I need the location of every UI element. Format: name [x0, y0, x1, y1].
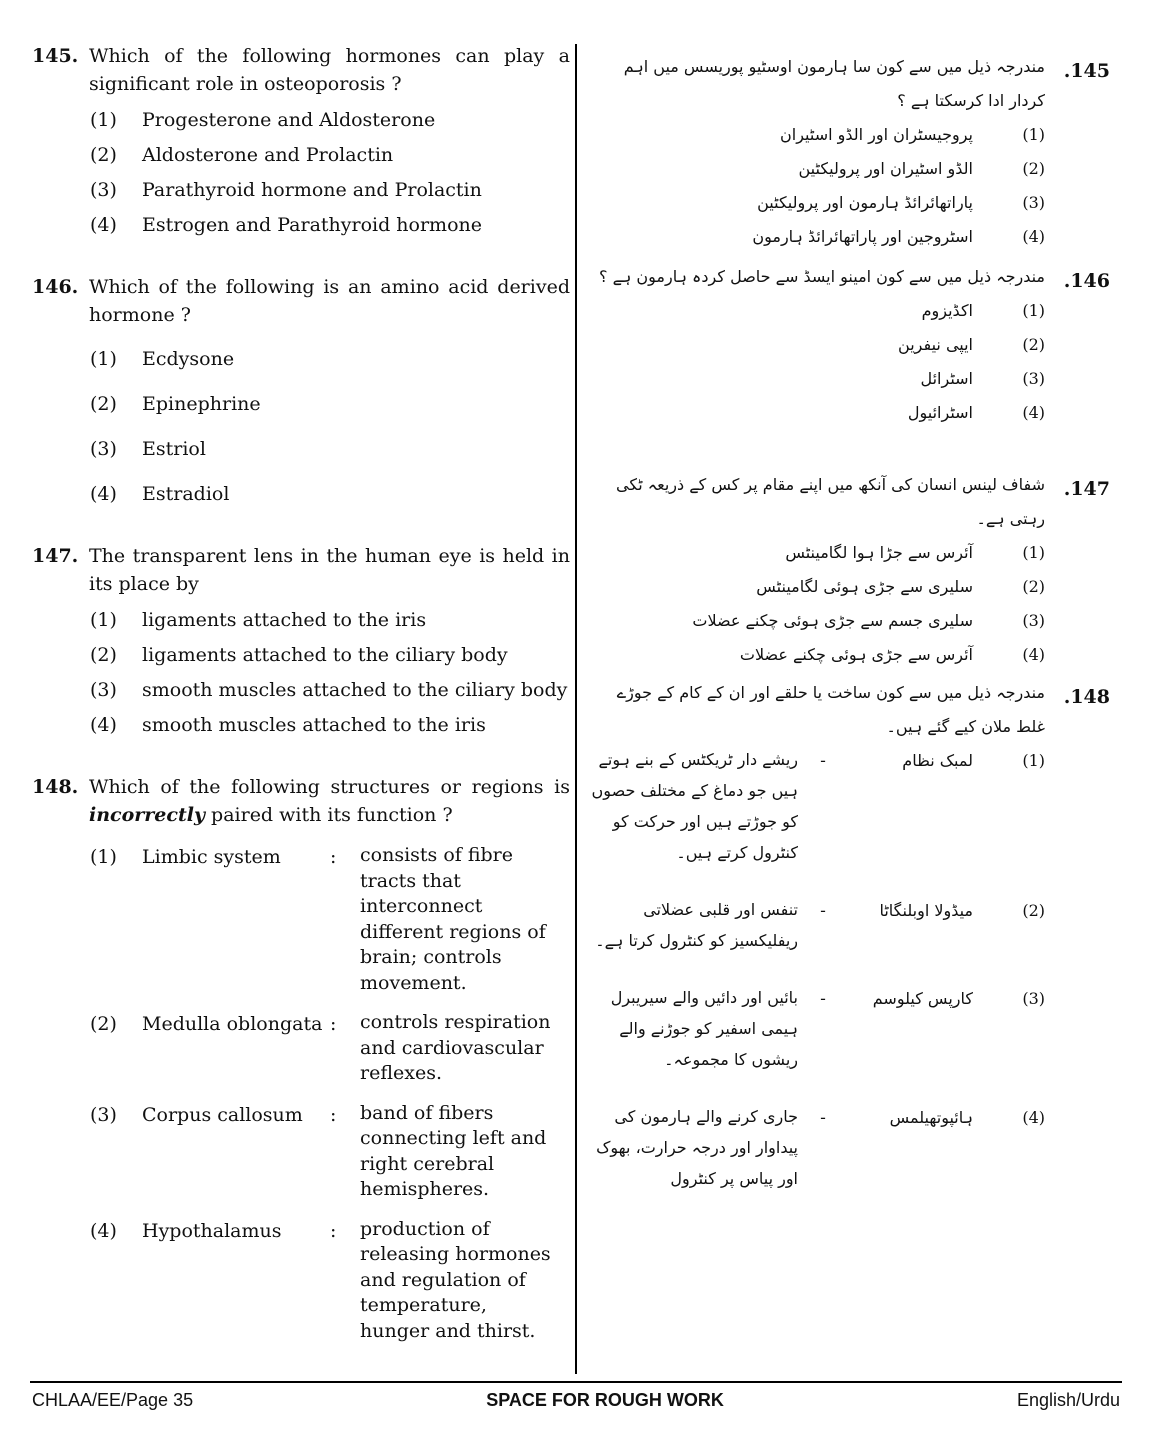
- urdu-question-146: [585, 260, 1120, 468]
- option: (3) سلیری جسم سے جڑی ہوئی چکنے عضلات: [692, 611, 1045, 630]
- pair-option: (1) لمبک نظام - ریشے دار ٹریکٹس کے بنے ہوتے ہیں جو دماغ کے مختلف حصوں کو جوڑتے ہیں اور حرکت کو کنٹرول کرتے ہیں۔: [591, 750, 1045, 862]
- pair-option: (3) کارپس کیلوسم - بائیں اور دائیں والے سیریبرل ہیمی اسفیر کو جوڑنے والے ریشوں کا مجموعہ۔: [610, 988, 1045, 1069]
- option: (2) الڈو اسٹیران اور پرولیکٹین: [798, 159, 1045, 178]
- english-column: [32, 42, 570, 1378]
- option: (2) Epinephrine: [90, 393, 261, 415]
- question-text: مندرجہ ذیل میں سے کون امینو ایسڈ سے حاصل کردہ ہارمون ہے ؟: [598, 267, 1045, 286]
- option: (1) ligaments attached to the iris: [90, 609, 427, 631]
- option: (2) سلیری سے جڑی ہوئی لگامینٹس: [756, 577, 1045, 596]
- page-footer: [32, 1390, 1120, 1411]
- question-number: .148: [1063, 686, 1110, 708]
- option: (1) اکڈیزوم: [921, 301, 1045, 320]
- question-text: مندرجہ ذیل میں سے کون ساخت یا حلقے اور ان کے کام کے جوڑے غلط ملان کیے گئے ہیں۔: [616, 683, 1045, 736]
- question-147: [32, 542, 570, 739]
- footer-rule: [30, 1381, 1122, 1383]
- option: (4) smooth muscles attached to the iris: [90, 714, 486, 736]
- question-number: 145.: [32, 45, 79, 67]
- question-text: Which of the following hormones can play a significant role in osteoporosis ?: [89, 45, 570, 95]
- urdu-question-148: [585, 676, 1120, 1194]
- language-label: English/Urdu: [1016, 1390, 1120, 1410]
- pair-option: (3) Corpus callosum : band of fibers connecting left and right cerebral hemispheres.: [90, 1101, 547, 1200]
- question-148: [32, 773, 570, 1344]
- option: (4) آئرس سے جڑی ہوئی چکنے عضلات: [739, 645, 1045, 664]
- option: (3) اسٹرائل: [920, 369, 1045, 388]
- option: (1) Progesterone and Aldosterone: [90, 109, 436, 131]
- option: (4) Estrogen and Parathyroid hormone: [90, 214, 482, 236]
- option: (4) Estradiol: [90, 483, 230, 505]
- page-code: CHLAA/EE/Page 35: [32, 1390, 194, 1410]
- option: (2) ligaments attached to the ciliary body: [90, 644, 508, 666]
- option: (3) smooth muscles attached to the ciliary body: [90, 679, 568, 701]
- question-text: The transparent lens in the human eye is held in its place by: [89, 545, 570, 595]
- option: (2) Aldosterone and Prolactin: [90, 144, 394, 166]
- question-number: 148.: [32, 776, 79, 798]
- question-number: .147: [1063, 478, 1110, 500]
- question-number: .145: [1063, 60, 1110, 82]
- question-text: مندرجہ ذیل میں سے کون سا ہارمون اوسٹیو پوریسس میں اہم کردار ادا کرسکتا ہے ؟: [623, 57, 1045, 110]
- pair-option: (2) Medulla oblongata : controls respiration and cardiovascular reflexes.: [90, 1011, 551, 1084]
- option: (4) اسٹرائیول: [907, 403, 1045, 422]
- option: (1) پروجیسٹران اور الڈو اسٹیران: [780, 125, 1045, 144]
- question-number: 147.: [32, 545, 79, 567]
- urdu-question-145: [585, 50, 1120, 260]
- question-text: Which of the following structures or regions is incorrectly paired with its function ?: [89, 776, 570, 826]
- question-146: [32, 273, 570, 508]
- option: (1) Ecdysone: [90, 348, 235, 370]
- option: (1) آئرس سے جڑا ہوا لگامینٹس: [785, 543, 1045, 562]
- option: (3) Parathyroid hormone and Prolactin: [90, 179, 482, 201]
- question-text: شفاف لینس انسان کی آنکھ میں اپنے مقام پر کس کے ذریعہ ٹکی رہتی ہے۔: [616, 475, 1045, 528]
- question-text: Which of the following is an amino acid derived hormone ?: [89, 276, 570, 326]
- question-number: .146: [1063, 270, 1110, 292]
- column-divider: [575, 44, 577, 1374]
- option: (2) ایپی نیفرین: [898, 335, 1045, 354]
- rough-work-label: SPACE FOR ROUGH WORK: [486, 1390, 724, 1410]
- option: (4) اسٹروجین اور پاراتھائرائڈ ہارمون: [752, 227, 1045, 246]
- option: (3) Estriol: [90, 438, 206, 460]
- question-145: [32, 42, 570, 239]
- option: (3) پاراتھائرائڈ ہارمون اور پرولیکٹین: [757, 193, 1045, 212]
- question-number: 146.: [32, 276, 79, 298]
- urdu-question-147: [585, 468, 1120, 676]
- pair-option: (4) ہائپوتھیلمس - جاری کرنے والے ہارمون کی پیداوار اور درجہ حرارت، بھوک اور پیاس پر کنٹرول: [596, 1107, 1045, 1188]
- pair-option: (4) Hypothalamus : production of releasing hormones and regulation of temperature, hunger and thirst.: [90, 1217, 551, 1342]
- urdu-column: [585, 50, 1120, 1220]
- pair-option: (2) میڈولا اوبلنگاٹا - تنفس اور قلبی عضلاتی ریفلیکسیز کو کنٹرول کرتا ہے۔: [595, 900, 1045, 950]
- pair-option: (1) Limbic system : consists of fibre tracts that interconnect different regions of brain; controls movement.: [90, 844, 546, 994]
